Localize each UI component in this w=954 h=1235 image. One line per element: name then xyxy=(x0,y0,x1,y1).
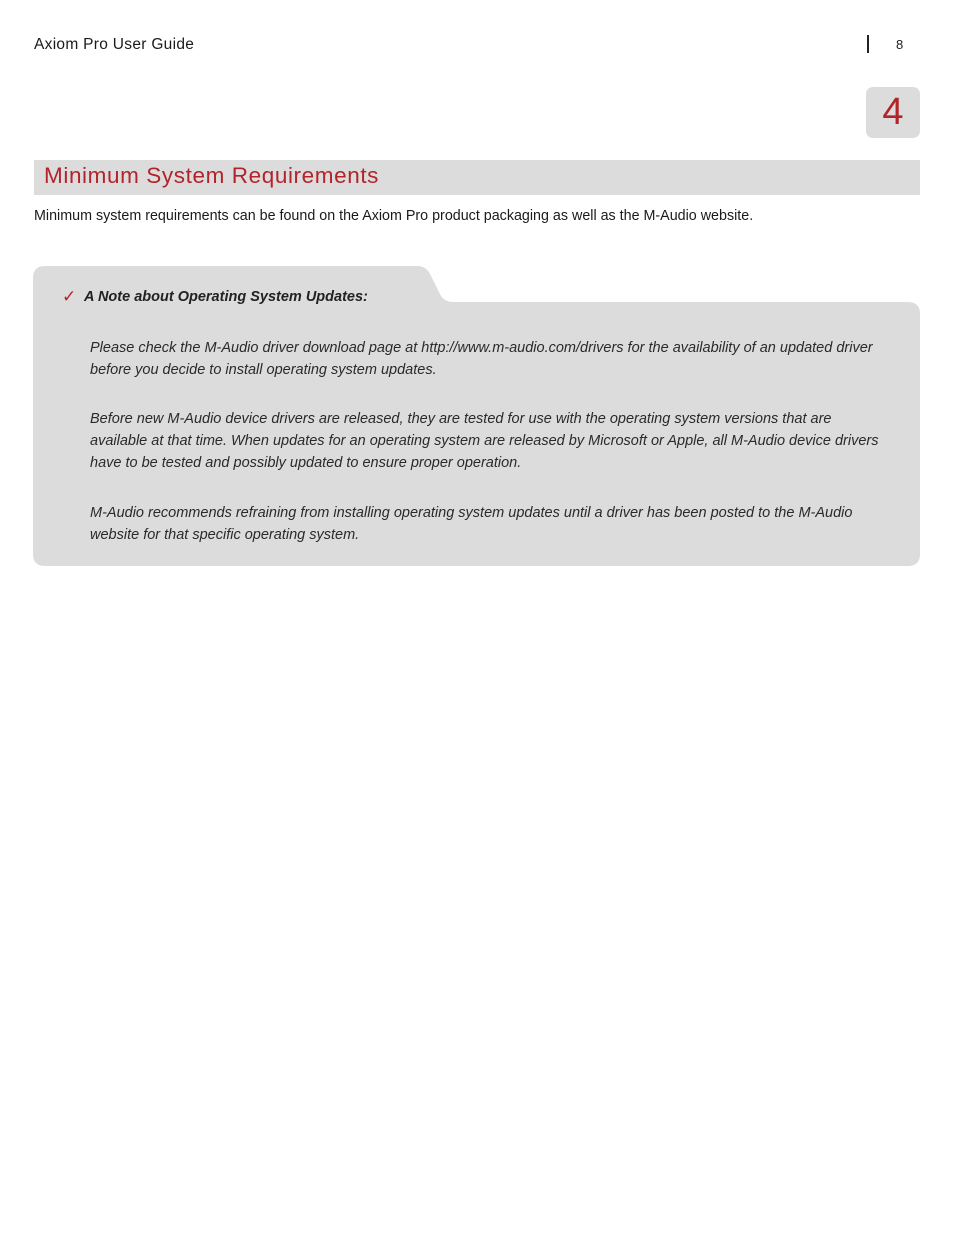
note-paragraph: M-Audio recommends refraining from installing operating system updates until a driver has been posted to the M-Audio website for that specific operating system. xyxy=(90,505,853,543)
note-paragraph: Before new M-Audio device drivers are released, they are tested for use with the operating system versions that are available at that time. When updates for an operating system are released by Microsoft or Apple, all M-Audio device drivers have to be tested and possibly updated to ensure proper operation. xyxy=(90,411,879,471)
note-header xyxy=(62,287,368,307)
section-heading-bar xyxy=(34,160,920,195)
document-title: Axiom Pro User Guide xyxy=(34,36,195,53)
checkmark-icon: ✓ xyxy=(62,287,77,306)
page-number: 8 xyxy=(896,37,904,52)
section-title: Minimum System Requirements xyxy=(44,163,380,188)
note-title: A Note about Operating System Updates: xyxy=(84,289,368,305)
intro-paragraph: Minimum system requirements can be found on the Axiom Pro product packaging as well as the M-Audio website. xyxy=(34,208,754,224)
chapter-number-tab: 4 xyxy=(866,87,920,138)
header-divider xyxy=(867,35,869,53)
note-paragraph: Please check the M-Audio driver download page at http://www.m-audio.com/drivers for the availability of an updated driver before you decide to install operating system updates. xyxy=(90,340,873,378)
